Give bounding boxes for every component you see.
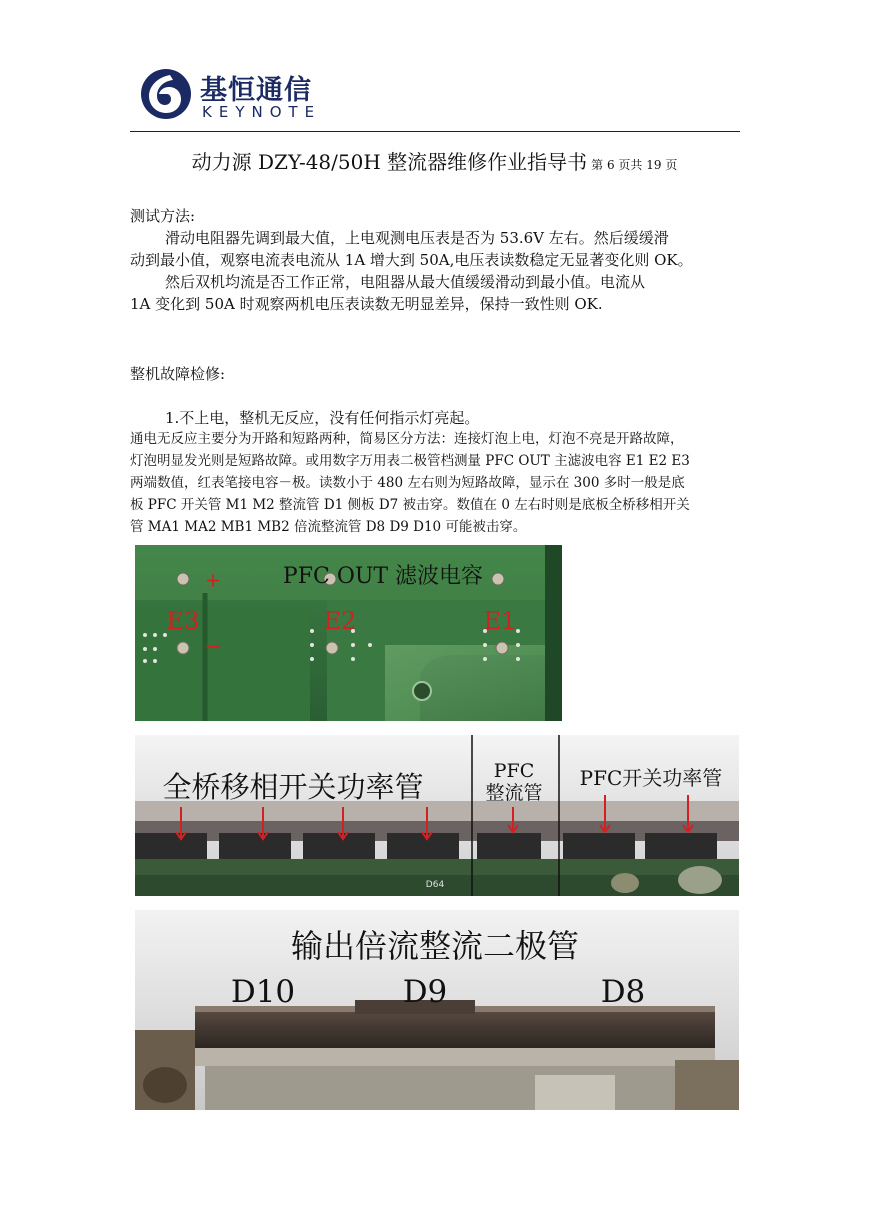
- test-method-line: 动到最小值，观察电流表电流从 1A 增大到 50A,电压表读数稳定无显著变化则 OK。: [130, 251, 693, 269]
- fault-line: 两端数值，红表笔接电容－极。读数小于 480 左右则为短路故障，显示在 300 多时一般是底: [130, 475, 685, 491]
- test-method-line: 1A 变化到 50A 时观察两机电压表读数无明显差异，保持一致性则 OK.: [130, 295, 603, 313]
- logo-chinese-text: 基恒通信: [200, 75, 312, 106]
- pfc-capacitor-photo: [135, 545, 562, 721]
- test-method-line: 然后双机均流是否工作正常，电阻器从最大值缓缓滑动到最小值。电流从: [165, 273, 646, 291]
- minus-marker: −: [204, 634, 222, 658]
- fault-heading: 整机故障检修:: [130, 365, 226, 383]
- capacitor-label-e1: E1: [483, 607, 517, 635]
- board-marking: D64: [425, 880, 445, 890]
- pfc-rectifier-label-bottom: 整流管: [485, 782, 543, 804]
- fault-line: 板 PFC 开关管 M1 M2 整流管 D1 侧板 D7 被击穿。数值在 0 左右时则是底板全桥移相开关: [130, 497, 690, 513]
- fault-line: 管 MA1 MA2 MB1 MB2 倍流整流管 D8 D9 D10 可能被击穿。: [130, 519, 527, 535]
- fault-item-1: 1.不上电，整机无反应，没有任何指示灯亮起。: [165, 409, 480, 427]
- diode-label-d10: D10: [230, 974, 296, 1010]
- capacitor-label-e2: E2: [323, 607, 357, 635]
- document-title: [0, 146, 869, 175]
- capacitor-label-e3: E3: [166, 607, 200, 635]
- diode-label-d8: D8: [600, 974, 646, 1010]
- power-tube-photo: [135, 735, 739, 896]
- header-divider: [130, 131, 740, 132]
- pfc-switch-label: PFC开关功率管: [579, 766, 723, 790]
- page-info: 第 6 页共 19 页: [591, 158, 678, 172]
- test-method-heading: 测试方法:: [130, 207, 196, 225]
- diode-label-d9: D9: [402, 974, 448, 1010]
- logo-english-text: KEYNOTE: [202, 103, 322, 121]
- company-logo: [140, 66, 353, 126]
- output-diode-photo: [135, 910, 739, 1110]
- pfc-out-caption: PFC OUT 滤波电容: [282, 564, 484, 589]
- keynote-logo-icon: [140, 68, 192, 120]
- plus-marker: +: [204, 568, 222, 592]
- pfc-rectifier-label-top: PFC: [493, 760, 535, 782]
- fault-line: 通电无反应主要分为开路和短路两种，简易区分方法：连接灯泡上电，灯泡不亮是开路故障，: [130, 431, 684, 447]
- test-method-line: 滑动电阻器先调到最大值，上电观测电压表是否为 53.6V 左右。然后缓缓滑: [165, 229, 669, 247]
- diode-caption: 输出倍流整流二极管: [290, 927, 580, 965]
- fault-line: 灯泡明显发光则是短路故障。或用数字万用表二极管档测量 PFC OUT 主滤波电容 E1 E2 E3: [130, 453, 690, 469]
- full-bridge-label: 全桥移相开关功率管: [162, 770, 424, 804]
- title-text: 动力源 DZY-48/50H 整流器维修作业指导书: [191, 150, 588, 174]
